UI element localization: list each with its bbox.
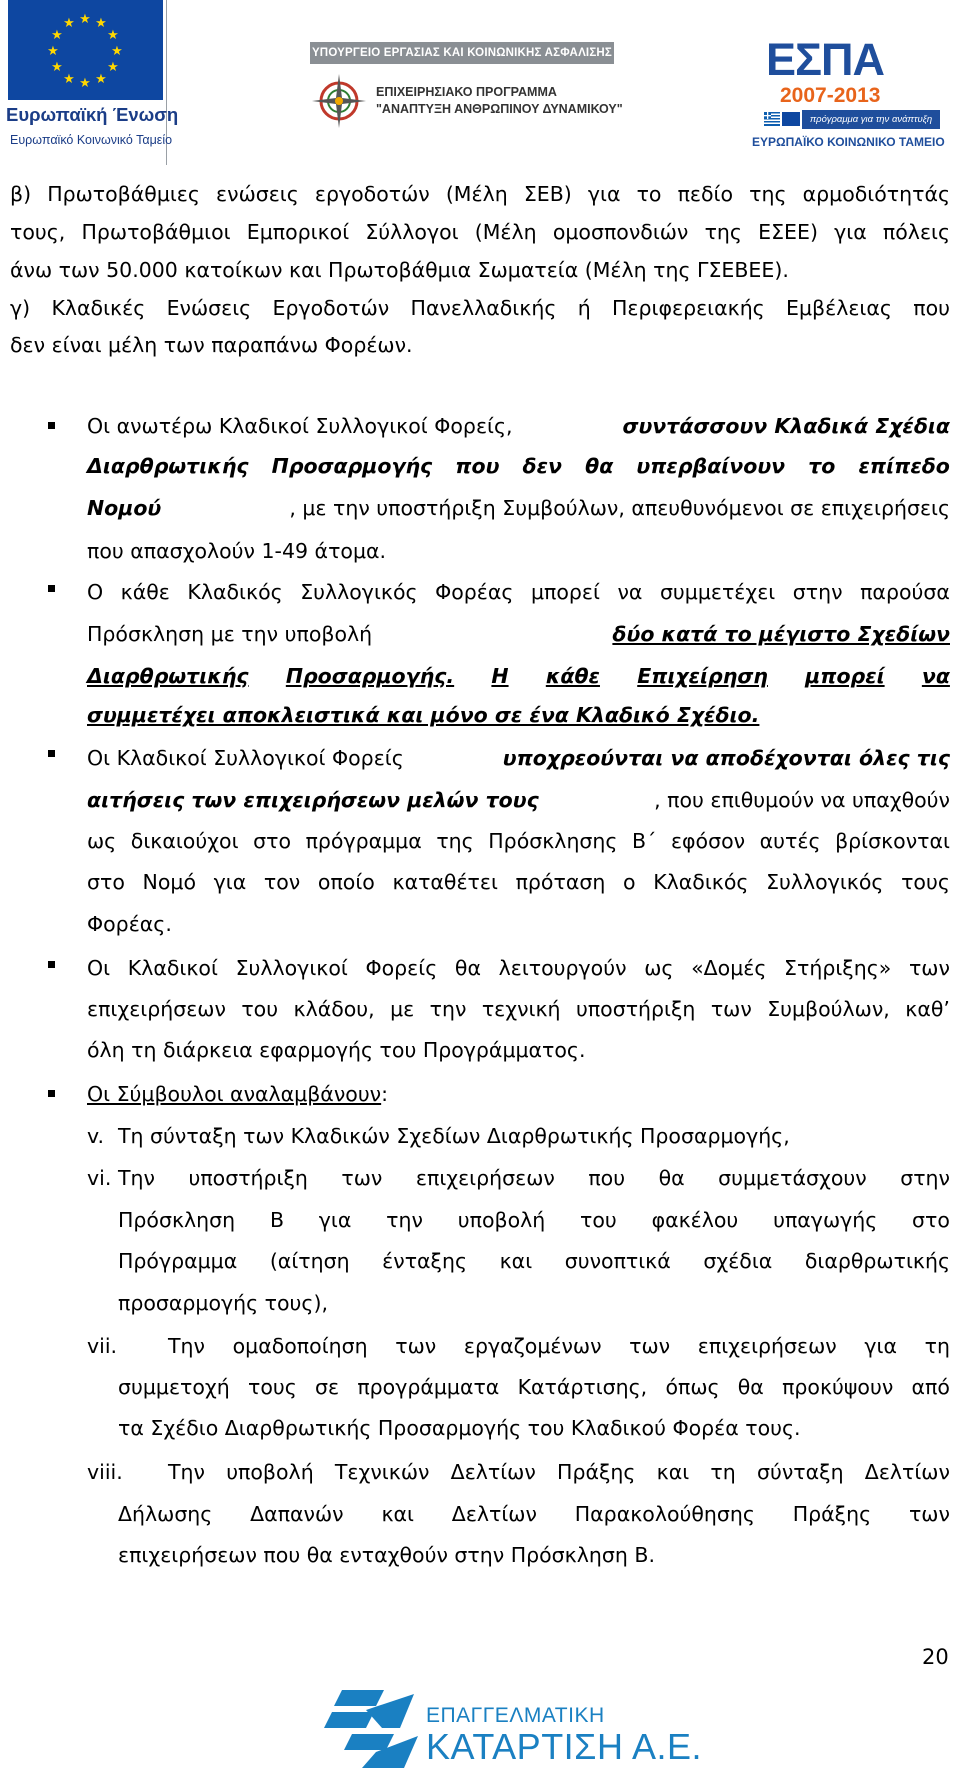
bullet4-line1 (87, 954, 950, 982)
company-mark-icon (322, 1684, 420, 1770)
word: ομοσπονδιών (552, 220, 689, 244)
word: Προσαρμογής. (285, 664, 455, 688)
svg-text:★: ★ (63, 16, 75, 31)
word: για (834, 220, 867, 244)
word: τους (901, 870, 950, 894)
word: Πρόσκλησης (488, 829, 618, 853)
company-name-line1: ΕΠΑΓΓΕΛΜΑΤΙΚΗ (426, 1704, 605, 1727)
word: β) (10, 182, 32, 206)
item-viii-line2 (118, 1500, 950, 1528)
word: εφόσον (670, 829, 746, 853)
bullet3-line1: Οι Κλαδικοί Συλλογικοί Φορείς υποχρεούνται να αποδέχονται όλες τις (87, 746, 950, 770)
word: ενώσεις (216, 182, 299, 206)
word: που (455, 454, 500, 478)
word: συμμετοχή (118, 1375, 230, 1399)
word: βρίσκονται (835, 829, 950, 853)
item-viii-number: viii. (87, 1460, 123, 1484)
word: Συλλογικός (766, 870, 884, 894)
word: Διαρθρωτικής (87, 454, 249, 478)
word: Προσαρμογής (271, 454, 433, 478)
bullet2-line2: Πρόσκληση με την υποβολή δύο κατά το μέγιστο Σχεδίων (87, 622, 950, 646)
word: Νομό (142, 870, 197, 894)
svg-text:★: ★ (95, 72, 107, 87)
ministry-name: ΥΠΟΥΡΓΕΙΟ ΕΡΓΑΣΙΑΣ ΚΑΙ ΚΟΙΝΩΝΙΚΗΣ ΑΣΦΑΛΙΣΗΣ (311, 47, 613, 59)
word: προγράμματα (357, 1375, 500, 1399)
word: στο (87, 870, 125, 894)
paragraph-b-line3: άνω των 50.000 κατοίκων και Πρωτοβάθμια Σωματεία (Μέλη της ΓΣΕΒΕΕ). (10, 258, 789, 282)
word: Κλαδικός (653, 870, 749, 894)
paragraph-c-line2: δεν είναι μέλη των παραπάνω Φορέων. (10, 333, 413, 357)
word: παρούσα (860, 580, 950, 604)
word: τον (263, 870, 301, 894)
word: υποστήριξη (188, 1166, 308, 1190)
word: θα (454, 956, 481, 980)
bullet1-line2 (87, 452, 950, 480)
word: Επιχείρηση (637, 664, 768, 688)
word: που (588, 1166, 626, 1190)
word: ο (622, 870, 636, 894)
bullet-icon (48, 422, 55, 429)
word: δικαιούχοι (130, 829, 239, 853)
word: υπερβαίνουν (636, 454, 786, 478)
word: αρμοδιότητάς (802, 182, 950, 206)
word: και (381, 1502, 414, 1526)
word: Πανελλαδικής (410, 296, 557, 320)
espa-tagline: πρόγραμμα για την ανάπτυξη (809, 114, 933, 125)
word: με (390, 997, 415, 1021)
word: ΣΕΒ) (523, 182, 572, 206)
word: στο (912, 1208, 950, 1232)
word: συνοπτικά (564, 1249, 671, 1273)
word: επιχειρήσεων (415, 1166, 555, 1190)
bullet3-line4 (87, 868, 950, 896)
word: υποβολή (226, 1460, 314, 1484)
consultants-heading: Οι Σύμβουλοι αναλαμβάνουν: (87, 1082, 389, 1106)
word: της (749, 182, 787, 206)
bullet4-line2 (87, 995, 950, 1023)
svg-text:★: ★ (107, 60, 119, 75)
item-vi-number: vi. (87, 1166, 112, 1190)
word: φακέλου (651, 1208, 739, 1232)
word: ένταξης (382, 1249, 468, 1273)
word: αυτές (759, 829, 821, 853)
word: Εμβέλειας (786, 296, 892, 320)
word: ως (87, 829, 117, 853)
word: Πρόγραμμα (118, 1249, 238, 1273)
word: της (704, 220, 742, 244)
word: κλάδου, (293, 997, 375, 1021)
bullet1-line4: που απασχολούν 1-49 άτομα. (87, 539, 387, 563)
word: Την (118, 1166, 155, 1190)
word: Διαρθρωτικής (87, 664, 249, 688)
espa-fund-name: ΕΥΡΩΠΑΪΚΟ ΚΟΙΝΩΝΙΚΟ ΤΑΜΕΙΟ (752, 135, 945, 149)
word: εργοδοτών (314, 182, 430, 206)
word: προκύψουν (782, 1375, 894, 1399)
company-name-line2: ΚΑΤΑΡΤΙΣΗ Α.Ε. (426, 1726, 702, 1767)
espa-title: ΕΣΠΑ (766, 34, 885, 85)
word: πρόταση (515, 870, 606, 894)
word: συμμετέχει (659, 580, 776, 604)
word: των (395, 1334, 437, 1358)
word: και (499, 1249, 533, 1273)
item-v-number: v. (87, 1124, 105, 1148)
word: μπορεί (805, 664, 885, 688)
bullet3-line2: αιτήσεις των επιχειρήσεων μελών τους , που επιθυμούν να υπαχθούν (87, 788, 950, 812)
word: Κλαδικός (187, 580, 283, 604)
item-vii-line3: τα Σχέδιο Διαρθρωτικής Προσαρμογής του Κλαδικού Φορέα τους. (118, 1416, 801, 1440)
paragraph-b-line1 (10, 180, 950, 208)
word: Δαπανών (250, 1502, 344, 1526)
word: πόλεις (882, 220, 950, 244)
programme-name-line1: ΕΠΙΧΕΙΡΗΣΙΑΚΟ ΠΡΟΓΡΑΜΜΑ (376, 85, 557, 99)
word: καταθέτει (392, 870, 498, 894)
word: της (436, 829, 474, 853)
word: Φορείς (365, 956, 438, 980)
word: τεχνική (481, 997, 561, 1021)
word: ως (644, 956, 674, 980)
word: των (908, 1502, 950, 1526)
word: Ενώσεις (166, 296, 252, 320)
word: Κατάρτισης, (517, 1375, 648, 1399)
word: ΕΣΕΕ) (758, 220, 818, 244)
word: σχέδια (703, 1249, 773, 1273)
word: των (341, 1166, 383, 1190)
word: Κλαδικοί (127, 956, 218, 980)
word: του (241, 997, 279, 1021)
bullet1-line1: Οι ανωτέρω Κλαδικοί Συλλογικοί Φορείς, συντάσσουν Κλαδικά Σχέδια (87, 414, 950, 438)
item-vi-line3 (118, 1247, 950, 1275)
word: επιχειρήσεων (87, 997, 226, 1021)
page-number: 20 (922, 1645, 949, 1669)
word: στην (900, 1166, 950, 1190)
word: θα (585, 454, 614, 478)
word: των (629, 1334, 671, 1358)
word: τη (924, 1334, 950, 1358)
word: να (921, 664, 950, 688)
word: στο (253, 829, 291, 853)
paragraph-b-line2 (10, 218, 950, 246)
word: (αίτηση (269, 1249, 350, 1273)
word: τους, (10, 220, 66, 244)
word: υπαγωγής (773, 1208, 878, 1232)
word: Τεχνικών (334, 1460, 430, 1484)
word: διαρθρωτικής (804, 1249, 950, 1273)
word: από (911, 1375, 950, 1399)
word: Συλλογικοί (235, 956, 348, 980)
word: Περιφερειακής (612, 296, 765, 320)
word: μπορεί (530, 580, 600, 604)
word: θα (737, 1375, 764, 1399)
item-vii-line2 (118, 1373, 950, 1401)
word: Β΄ (632, 829, 657, 853)
item-viii-line3: επιχειρήσεων που θα ενταχθούν στην Πρόσκληση Β. (118, 1543, 655, 1567)
word: τη (710, 1460, 736, 1484)
word: (Μέλη (474, 220, 537, 244)
word: «Δομές (691, 956, 767, 980)
svg-text:★: ★ (79, 12, 91, 27)
word: γ) (10, 296, 31, 320)
item-vi-line4: προσαρμογής τους), (118, 1291, 328, 1315)
word: Κλαδικές (51, 296, 146, 320)
word: για (587, 182, 621, 206)
word: καθ’ (905, 997, 950, 1021)
word: πεδίο (677, 182, 734, 206)
word: Δελτίων (864, 1460, 950, 1484)
svg-text:★: ★ (47, 44, 59, 59)
word: Συμβούλων, (767, 997, 890, 1021)
word: συμμετάσχουν (718, 1166, 867, 1190)
word: για (213, 870, 247, 894)
word: Δελτίων (451, 1502, 537, 1526)
word: επιχειρήσεων (697, 1334, 837, 1358)
bullet-icon (48, 961, 55, 968)
word: Ο (87, 580, 104, 604)
word: Στήριξης» (784, 956, 892, 980)
word: κάθε (545, 664, 600, 688)
word: Πράξης (792, 1502, 872, 1526)
bullet-icon (48, 585, 55, 592)
word: για (864, 1334, 897, 1358)
word: Δελτίων (450, 1460, 536, 1484)
word: σε (315, 1375, 340, 1399)
word: Πράξης (557, 1460, 636, 1484)
word: το (636, 182, 662, 206)
word: λειτουργούν (498, 956, 627, 980)
word: ομαδοποίηση (232, 1334, 368, 1358)
word: όπως (665, 1375, 720, 1399)
word: Εργοδοτών (272, 296, 390, 320)
svg-text:★: ★ (95, 16, 107, 31)
svg-text:★: ★ (51, 60, 63, 75)
word: των (710, 997, 752, 1021)
svg-text:★: ★ (111, 44, 123, 59)
word: Η (491, 664, 509, 688)
word: Συλλογικός (300, 580, 418, 604)
word: Φορέας (435, 580, 514, 604)
word: Οι (87, 956, 111, 980)
word: Δήλωσης (118, 1502, 213, 1526)
word: και (656, 1460, 690, 1484)
word: στην (792, 580, 843, 604)
word: την (386, 1208, 423, 1232)
word: δεν (522, 454, 563, 478)
word: Παρακολούθησης (574, 1502, 755, 1526)
word: υποστήριξη (575, 997, 696, 1021)
bullet2-line3 (87, 662, 950, 690)
word: επίπεδο (858, 454, 950, 478)
bullet-icon (48, 1090, 55, 1097)
bullet1-line3: Νομού , με την υποστήριξη Συμβούλων, απευθυνόμενοι σε επιχειρήσεις (87, 496, 950, 520)
word: θα (658, 1166, 685, 1190)
eu-fund-name: Ευρωπαϊκό Κοινωνικό Ταμείο (10, 133, 173, 147)
word: οποίο (317, 870, 375, 894)
svg-text:★: ★ (107, 28, 119, 43)
espa-years: 2007-2013 (780, 84, 881, 107)
bullet2-line1 (87, 578, 950, 606)
bullet-icon (48, 750, 55, 757)
word: να (617, 580, 643, 604)
word: Πρόσκληση (118, 1208, 236, 1232)
word: των (908, 956, 950, 980)
item-vii-line1 (168, 1332, 950, 1360)
word: του (580, 1208, 617, 1232)
programme-name-line2: "ΑΝΑΠΤΥΞΗ ΑΝΘΡΩΠΙΝΟΥ ΔΥΝΑΜΙΚΟΥ" (376, 102, 623, 116)
word: υποβολή (457, 1208, 546, 1232)
word: Την (168, 1334, 205, 1358)
item-vi-line1 (118, 1164, 950, 1192)
item-viii-line1 (168, 1458, 950, 1486)
word: σύνταξη (756, 1460, 844, 1484)
bullet3-line5: Φορέας. (87, 912, 172, 936)
item-vi-line2 (118, 1206, 950, 1234)
word: εργαζομένων (463, 1334, 602, 1358)
word: τους (247, 1375, 297, 1399)
word: Σύλλογοι (365, 220, 459, 244)
word: το (808, 454, 836, 478)
word: για (318, 1208, 352, 1232)
item-v-line1: Τη σύνταξη των Κλαδικών Σχεδίων Διαρθρωτικής Προσαρμογής, (118, 1124, 790, 1148)
footer-logo (322, 1684, 702, 1770)
bullet2-line4: συμμετέχει αποκλειστικά και μόνο σε ένα Κλαδικό Σχέδιο. (87, 703, 760, 727)
svg-text:★: ★ (79, 76, 91, 91)
word: Β (269, 1208, 285, 1232)
word: που (913, 296, 950, 320)
word: ή (577, 296, 591, 320)
svg-text:★: ★ (51, 28, 63, 43)
bullet3-line3 (87, 827, 950, 855)
svg-text:★: ★ (63, 72, 75, 87)
eu-name: Ευρωπαϊκή Ένωση (6, 104, 179, 125)
word: (Μέλη (445, 182, 508, 206)
word: Την (168, 1460, 205, 1484)
word: Πρωτοβάθμιες (47, 182, 200, 206)
word: την (429, 997, 467, 1021)
paragraph-c-line1 (10, 294, 950, 322)
word: Εμπορικοί (246, 220, 350, 244)
word: Πρωτοβάθμιοι (81, 220, 231, 244)
item-vii-number: vii. (87, 1334, 118, 1358)
bullet4-line3: όλη τη διάρκεια εφαρμογής του Προγράμματος. (87, 1038, 586, 1062)
word: κάθε (120, 580, 170, 604)
word: πρόγραμμα (305, 829, 422, 853)
